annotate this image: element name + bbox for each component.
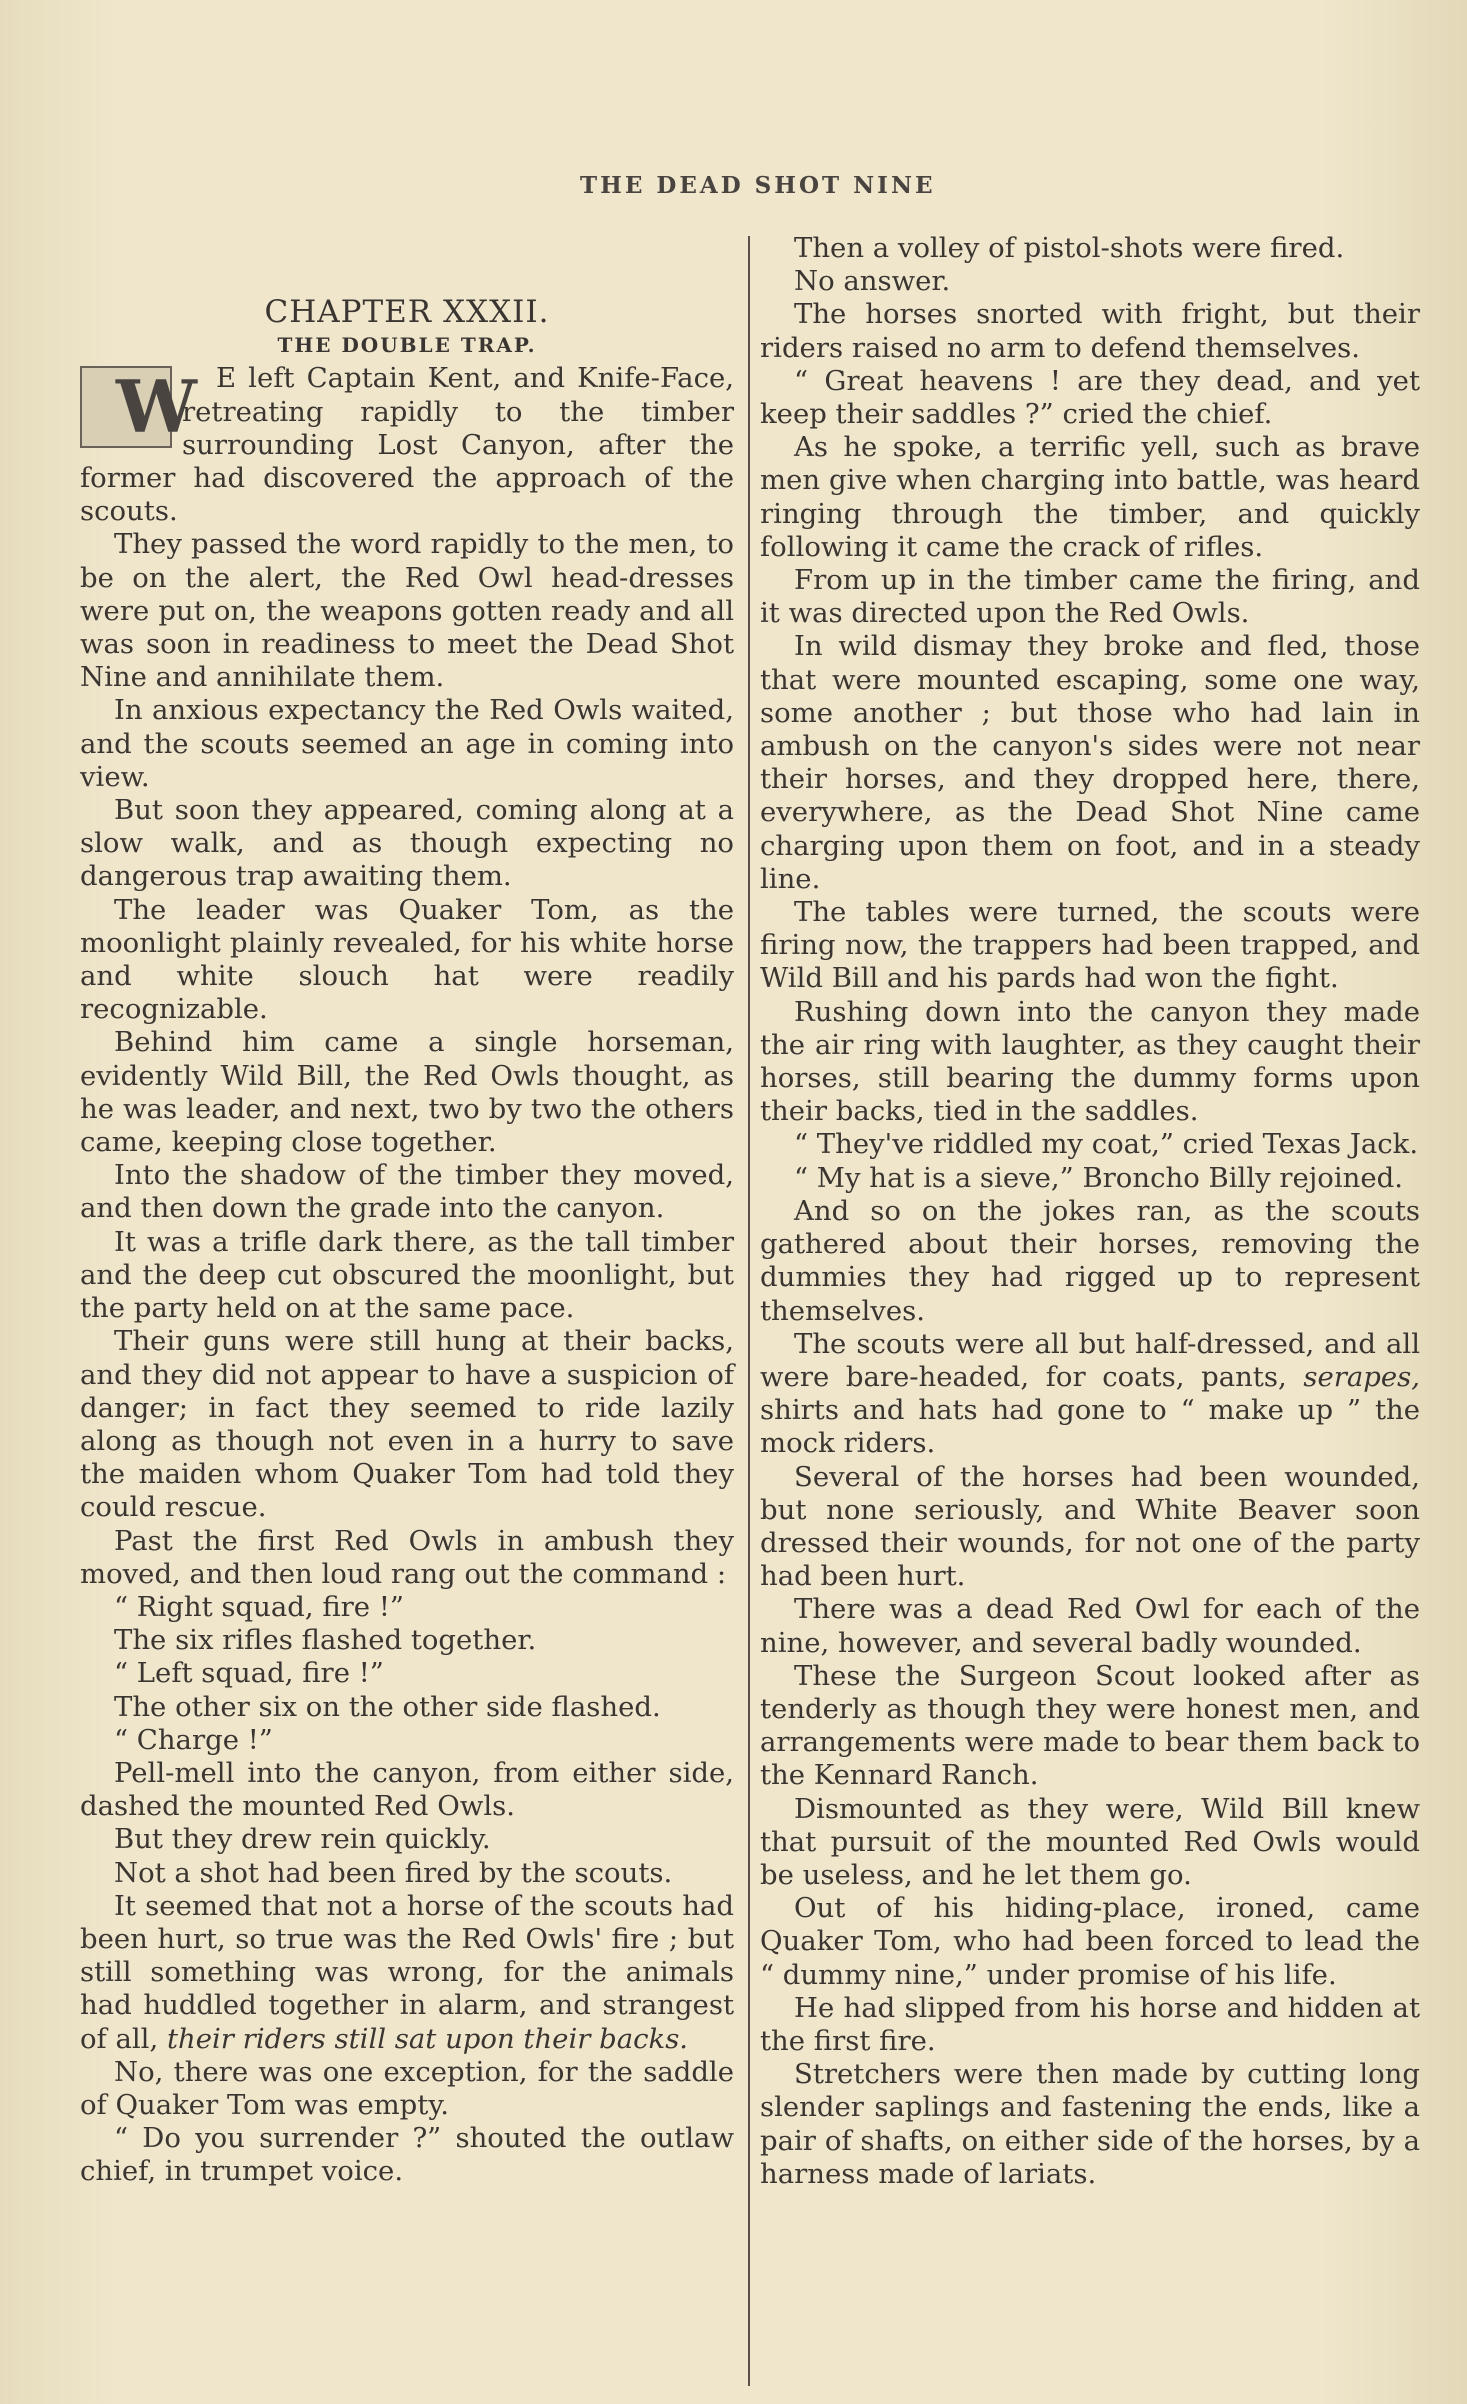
paragraph: Not a shot had been fired by the scouts. bbox=[114, 1856, 673, 1889]
paragraph: But soon they appeared, coming along at a slow walk, and as though expecting no dangerous trap awaiting them. bbox=[80, 794, 734, 893]
paragraph: Behind him came a single horseman, evidently Wild Bill, the Red Owls thought, as he was leader, and next, two by two the others came, keeping close together. bbox=[80, 1026, 734, 1159]
paragraph: There was a dead Red Owl for each of the nine, however, and several badly wounded. bbox=[760, 1593, 1420, 1659]
paragraph-text: shirts and hats had gone to “ make up ” the mock riders. bbox=[760, 1394, 1420, 1460]
paragraph: Several of the horses had been wounded, but none seriously, and White Beaver soon dressed their wounds, for not one of the party had been hurt. bbox=[760, 1460, 1420, 1593]
italic-text: their riders still sat upon their backs. bbox=[166, 2022, 689, 2055]
paragraph-text: The scouts were all but half-dressed, and all were bare-headed, for coats, pants, bbox=[760, 1327, 1420, 1393]
italic-text: serapes, bbox=[1303, 1360, 1420, 1393]
paragraph: And so on the jokes ran, as the scouts gathered about their horses, removing the dummies they had rigged up to represent themselves. bbox=[760, 1194, 1420, 1327]
paragraph: Then a volley of pistol-shots were fired. bbox=[794, 232, 1345, 264]
paragraph: In anxious expectancy the Red Owls waited, and the scouts seemed an age in coming into view. bbox=[80, 694, 734, 793]
dialogue-line: “ Left squad, fire !” bbox=[114, 1657, 384, 1690]
paragraph: The tables were turned, the scouts were firing now, the trappers had been trapped, and Wild Bill and his pards had won the fight. bbox=[760, 896, 1420, 995]
chapter-title: CHAPTER XXXII. bbox=[264, 294, 550, 330]
dialogue-line: “ Great heavens ! are they dead, and yet keep their saddles ?” cried the chief. bbox=[760, 364, 1420, 431]
paragraph bbox=[760, 1328, 1420, 1461]
dialogue-line: “ My hat is a sieve,” Broncho Billy rejoined. bbox=[794, 1161, 1403, 1194]
paragraph: The six rifles flashed together. bbox=[114, 1624, 537, 1657]
drop-cap: W bbox=[80, 366, 172, 448]
opening-paragraph-text: E left Captain Kent, and Knife-Face, retreating rapidly to the timber surrounding Lost Canyon, after the former had discovered the approach of the scouts. bbox=[80, 362, 734, 528]
left-column bbox=[80, 296, 734, 2189]
right-column bbox=[760, 232, 1420, 2191]
dialogue-line: “ Right squad, fire !” bbox=[114, 1590, 404, 1623]
dialogue-line: “ They've riddled my coat,” cried Texas Jack. bbox=[794, 1128, 1419, 1161]
paragraph: Into the shadow of the timber they moved, and then down the grade into the canyon. bbox=[80, 1159, 734, 1225]
column-divider bbox=[748, 236, 750, 2386]
paragraph: No, there was one exception, for the saddle of Quaker Tom was empty. bbox=[80, 2055, 734, 2121]
paragraph: But they drew rein quickly. bbox=[114, 1823, 491, 1856]
paragraph: Rushing down into the canyon they made the air ring with laughter, as they caught their horses, still bearing the dummy forms upon their backs, tied in the saddles. bbox=[760, 995, 1420, 1128]
opening-paragraph bbox=[80, 362, 734, 528]
paragraph bbox=[80, 1890, 734, 2056]
paragraph: In wild dismay they broke and fled, those that were mounted escaping, some one way, some another ; but those who had lain in ambush on the canyon's sides were not near their horses, and they dropped here, there, everywhere, as the Dead Shot Nine came charging upon them on foot, and in a steady line. bbox=[760, 630, 1420, 895]
paragraph: Dismounted as they were, Wild Bill knew that pursuit of the mounted Red Owls would be useless, and he let them go. bbox=[760, 1792, 1420, 1891]
paragraph: Their guns were still hung at their backs, and they did not appear to have a suspicion of danger; in fact they seemed to ride lazily along as though not even in a hurry to save the maiden whom Quaker Tom had told they could rescue. bbox=[80, 1325, 734, 1524]
paragraph-text: It seemed that not a horse of the scouts had been hurt, so true was the Red Owls' fire ; but still something was wrong, for the animals had huddled together in alarm, and strangest of all, bbox=[80, 1889, 734, 2055]
paragraph: The horses snorted with fright, but their riders raised no arm to defend themselves. bbox=[760, 298, 1420, 364]
paragraph: Pell-mell into the canyon, from either side, dashed the mounted Red Owls. bbox=[80, 1756, 734, 1823]
paragraph: No answer. bbox=[794, 265, 951, 298]
chapter-subtitle: THE DOUBLE TRAP. bbox=[277, 333, 537, 358]
paragraph: The leader was Quaker Tom, as the moonlight plainly revealed, for his white horse and white slouch hat were readily recognizable. bbox=[80, 893, 734, 1026]
running-head: THE DEAD SHOT NINE bbox=[580, 172, 936, 199]
dialogue-line: “ Charge !” bbox=[114, 1723, 273, 1756]
paragraph: Out of his hiding-place, ironed, came Quaker Tom, who had been forced to lead the “ dummy nine,” under promise of his life. bbox=[760, 1892, 1420, 1991]
paragraph: The other six on the other side flashed. bbox=[114, 1690, 661, 1723]
paragraph: From up in the timber came the firing, and it was directed upon the Red Owls. bbox=[760, 564, 1420, 630]
paragraph: As he spoke, a terrific yell, such as brave men give when charging into battle, was heard ringing through the timber, and quickly following it came the crack of rifles. bbox=[760, 431, 1420, 563]
paragraph: Past the first Red Owls in ambush they moved, and then loud rang out the command : bbox=[80, 1524, 734, 1590]
paragraph: Stretchers were then made by cutting long slender saplings and fastening the ends, like a pair of shafts, on either side of the horses, by a harness made of lariats. bbox=[760, 2058, 1420, 2190]
paragraph: “ Do you surrender ?” shouted the outlaw chief, in trumpet voice. bbox=[80, 2122, 734, 2188]
paragraph: They passed the word rapidly to the men, to be on the alert, the Red Owl head-dresses were put on, the weapons gotten ready and all was soon in readiness to meet the Dead Shot Nine and annihilate them. bbox=[80, 528, 734, 694]
paragraph: He had slipped from his horse and hidden at the first fire. bbox=[760, 1991, 1420, 2057]
paragraph: It was a trifle dark there, as the tall timber and the deep cut obscured the moonlight, but the party held on at the same pace. bbox=[80, 1225, 734, 1325]
paragraph: These the Surgeon Scout looked after as tenderly as though they were honest men, and arrangements were made to bear them back to the Kennard Ranch. bbox=[760, 1659, 1420, 1792]
